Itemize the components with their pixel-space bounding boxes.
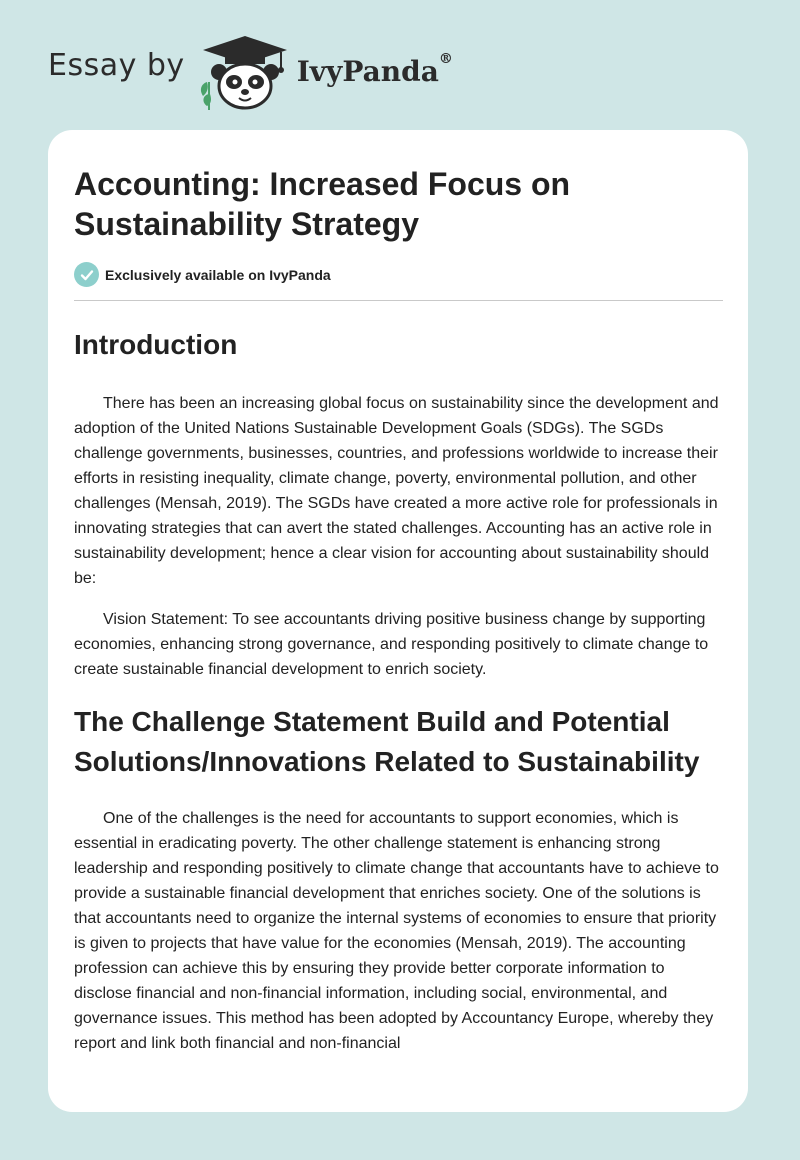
paragraph: One of the challenges is the need for accountants to support economies, which is essential in eradicating poverty. The other challenge statement is enhancing strong leadership and responding positively to climate change that accountants have to achieve to provide a sustainable financial development that enriches society. One of the solutions is that accountants need to organize the internal systems of economies to ensure that priority is given to projects that have value for the economies (Mensah, 2019). The accounting profession can achieve this by ensuring they provide better corporate information to disclose financial and non-financial information, including social, environmental, and governance issues. This method has been adopted by Accountancy Europe, whereby they report and link both financial and non-financial <box>74 810 719 1052</box>
check-circle-icon <box>74 262 99 287</box>
section-heading: The Challenge Statement Build and Potential Solutions/Innovations Related to Sustainability <box>74 706 700 777</box>
essay-title: Accounting: Increased Focus on Sustainability Strategy <box>74 166 571 242</box>
badge-text: Exclusively available on IvyPanda <box>105 266 331 283</box>
site-brand[interactable] <box>48 32 453 112</box>
section-heading: Introduction <box>74 329 238 360</box>
paragraph: There has been an increasing global focus on sustainability since the development and adoption of the United Nations Sustainable Development Goals (SDGs). The SGDs challenge governments, businesses, countries, and professions worldwide to increase their efforts in resisting inequality, climate change, poverty, environmental pollution, and other challenges (Mensah, 2019). The SGDs have created a more active role for professionals in innovating strategies that can avert the stated challenges. Accounting has an active role in sustainability development; hence a clear vision for accounting about sustainability should be: <box>74 395 719 587</box>
registered-mark: ® <box>438 50 453 67</box>
essay-card <box>48 130 748 1112</box>
graduation-panda-logo <box>197 32 293 112</box>
section-introduction <box>74 325 722 682</box>
exclusive-badge <box>74 262 722 287</box>
brand-prefix: Essay by <box>48 47 185 83</box>
section-challenge <box>74 702 722 1056</box>
brand-name: IvyPanda® <box>296 50 453 88</box>
title-divider <box>74 300 723 301</box>
paragraph: Vision Statement: To see accountants driving positive business change by supporting economies, enhancing strong governance, and responding positively to climate change to create sustainable financial development to enrich society. <box>74 611 709 678</box>
